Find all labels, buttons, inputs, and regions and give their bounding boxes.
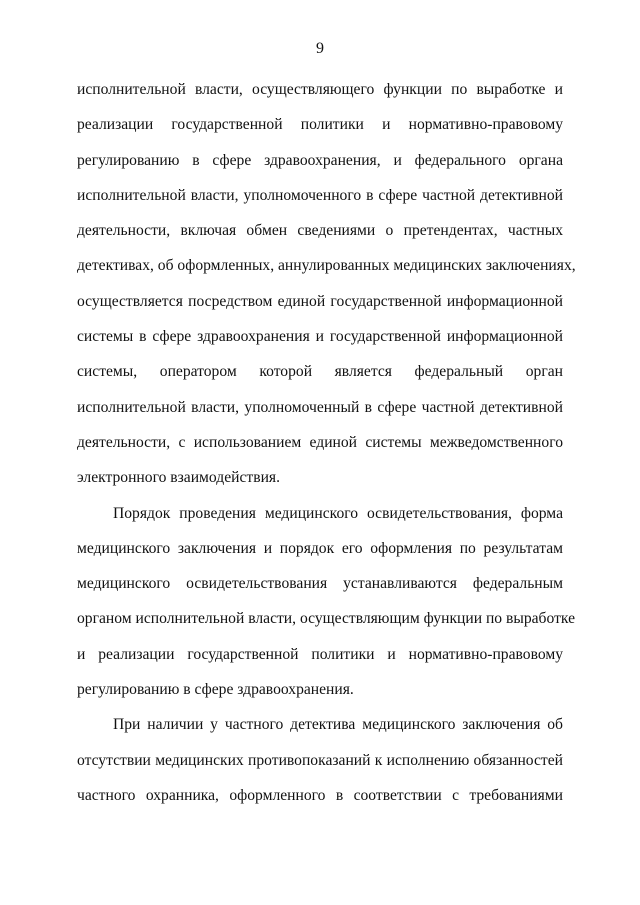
text-line: осуществляется посредством единой государственной информационной xyxy=(77,292,563,310)
text-line: регулированию в сфере здравоохранения. xyxy=(77,681,354,699)
text-line: электронного взаимодействия. xyxy=(77,469,280,487)
text-line: деятельности, включая обмен сведениями о претендентах, частных xyxy=(77,222,563,240)
text-line: органом исполнительной власти, осуществляющим функции по выработке xyxy=(77,610,575,628)
text-line: исполнительной власти, уполномоченного в сфере частной детективной xyxy=(77,186,563,204)
text-line: детективах, об оформленных, аннулированных медицинских заключениях, xyxy=(77,257,576,275)
text-line: исполнительной власти, уполномоченный в сфере частной детективной xyxy=(77,398,563,416)
text-line: системы в сфере здравоохранения и государственной информационной xyxy=(77,328,563,346)
text-line: деятельности, с использованием единой системы межведомственного xyxy=(77,433,563,451)
text-line: Порядок проведения медицинского освидетельствования, форма xyxy=(113,504,563,522)
document-body xyxy=(77,72,576,813)
text-line: реализации государственной политики и нормативно-правовому xyxy=(77,116,563,134)
paragraph-3 xyxy=(77,707,563,813)
text-line: частного охранника, оформленного в соответствии с требованиями xyxy=(77,786,563,804)
text-line: медицинского освидетельствования устанавливаются федеральным xyxy=(77,575,563,593)
text-line: медицинского заключения и порядок его оформления по результатам xyxy=(77,539,563,557)
text-line: и реализации государственной политики и нормативно-правовому xyxy=(77,645,563,663)
text-line: исполнительной власти, осуществляющего функции по выработке и xyxy=(77,81,563,98)
text-line: системы, оператором которой является федеральный орган xyxy=(77,363,563,381)
text-line: регулированию в сфере здравоохранения, и федерального органа xyxy=(77,151,563,169)
text-line: отсутствии медицинских противопоказаний к исполнению обязанностей xyxy=(77,751,563,769)
paragraph-1 xyxy=(77,72,576,496)
text-line: При наличии у частного детектива медицинского заключения об xyxy=(113,716,563,734)
page-number: 9 xyxy=(316,40,324,57)
paragraph-2 xyxy=(77,496,575,708)
